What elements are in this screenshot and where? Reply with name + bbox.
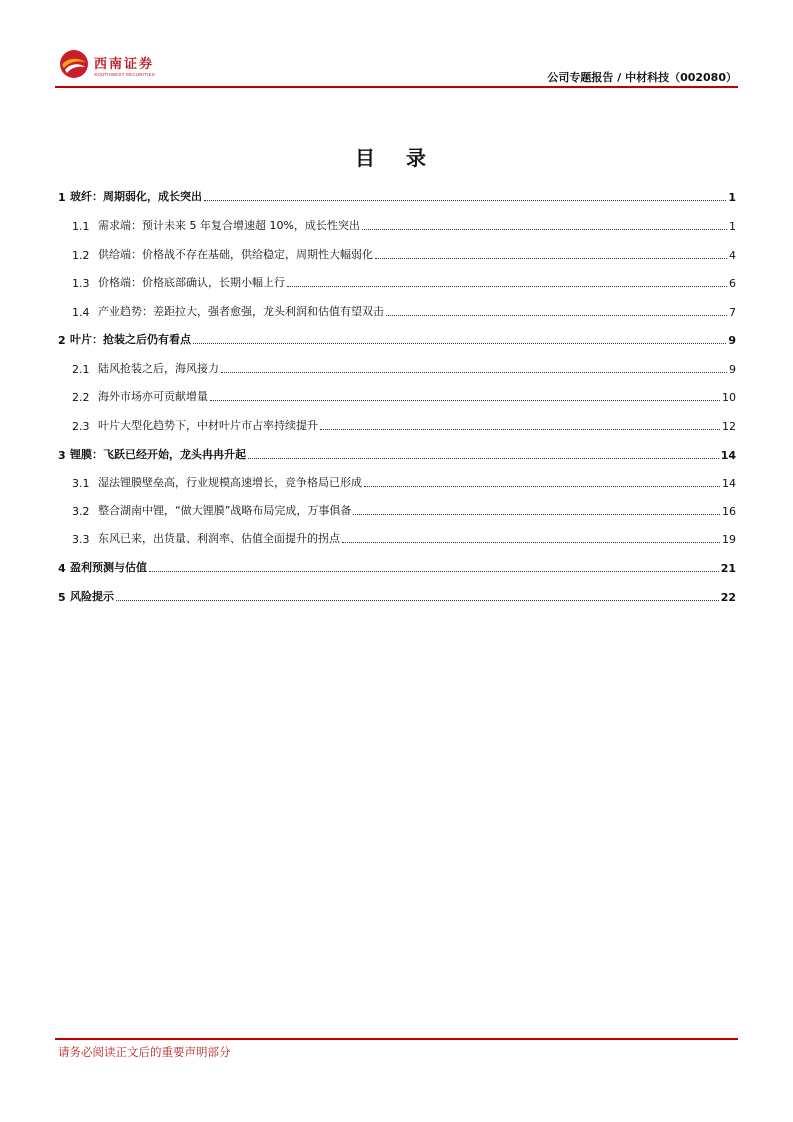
toc-entry-title: 玻纤：周期弱化，成长突出 [70, 190, 202, 203]
toc-leader-dots [248, 457, 719, 459]
toc-entry[interactable] [58, 329, 736, 347]
toc-entry-page: 14 [722, 477, 736, 490]
toc-entry[interactable] [58, 215, 736, 233]
toc-entry[interactable] [58, 186, 736, 204]
toc-entry-title: 湿法锂膜壁垒高，行业规模高速增长，竞争格局已形成 [98, 476, 362, 489]
toc-entry-number: 2 [58, 334, 66, 347]
toc-entry-page: 12 [722, 420, 736, 433]
toc-leader-dots [342, 541, 720, 543]
footer-divider [55, 1038, 738, 1040]
toc-leader-dots [210, 399, 720, 401]
toc-entry-page: 7 [729, 306, 736, 319]
toc-entry-title: 东风已来，出货量、利润率、估值全面提升的拐点 [98, 532, 340, 545]
toc-entry[interactable] [58, 301, 736, 319]
toc-entry-page: 6 [729, 277, 736, 290]
toc-entry-number: 2.2 [72, 391, 90, 404]
header-divider [55, 86, 738, 88]
toc-entry[interactable] [58, 415, 736, 433]
toc-entry[interactable] [58, 272, 736, 290]
toc-entry-title: 需求端：预计未来 5 年复合增速超 10%，成长性突出 [98, 219, 360, 232]
footer-notice: 请务必阅读正文后的重要声明部分 [58, 1045, 231, 1059]
toc-entry-title: 价格端：价格底部确认，长期小幅上行 [98, 276, 285, 289]
toc-entry-number: 2.1 [72, 363, 90, 376]
logo-english-name: SOUTHWEST SECURITIES [94, 72, 155, 77]
toc-leader-dots [287, 285, 727, 287]
toc-leader-dots [353, 513, 720, 515]
toc-entry[interactable] [58, 244, 736, 262]
toc-entry-title: 叶片：抢装之后仍有看点 [70, 333, 191, 346]
toc-leader-dots [116, 599, 719, 601]
toc-leader-dots [362, 228, 727, 230]
toc-entry[interactable] [58, 444, 736, 462]
toc-entry-number: 1.4 [72, 306, 90, 319]
toc-entry-page: 1 [728, 191, 736, 204]
toc-leader-dots [364, 485, 720, 487]
toc-entry-title: 陆风抢装之后，海风接力 [98, 362, 219, 375]
toc-entry-number: 1.2 [72, 249, 90, 262]
toc-leader-dots [193, 342, 726, 344]
toc-entry-number: 1.1 [72, 220, 90, 233]
toc-entry-number: 3.2 [72, 505, 90, 518]
toc-leader-dots [149, 570, 719, 572]
toc-entry-title: 海外市场亦可贡献增量 [98, 390, 208, 403]
toc-entry-title: 风险提示 [70, 590, 114, 603]
toc-title: 目 录 [355, 146, 438, 170]
toc-entry-number: 1 [58, 191, 66, 204]
toc-entry-number: 1.3 [72, 277, 90, 290]
toc-entry-number: 5 [58, 591, 66, 604]
toc-leader-dots [320, 428, 720, 430]
report-header-label: 公司专题报告 / 中材科技（002080） [547, 71, 737, 84]
toc-entry-page: 9 [728, 334, 736, 347]
toc-leader-dots [375, 257, 727, 259]
toc-entry-number: 3.3 [72, 533, 90, 546]
toc-entry[interactable] [58, 386, 736, 404]
toc-entry[interactable] [58, 500, 736, 518]
toc-entry-title: 盈利预测与估值 [70, 561, 147, 574]
company-logo [58, 48, 178, 84]
toc-entry-page: 22 [720, 591, 736, 604]
toc-entry[interactable] [58, 358, 736, 376]
toc-entry[interactable] [58, 472, 736, 490]
toc-entry-page: 14 [720, 449, 736, 462]
toc-entry-title: 整合湖南中锂，“做大锂膜”战略布局完成，万事俱备 [98, 504, 352, 517]
logo-chinese-name: 西南证券 [94, 57, 155, 72]
toc-entry-title: 产业趋势：差距拉大，强者愈强，龙头利润和估值有望双击 [98, 305, 384, 318]
toc-entry-number: 3.1 [72, 477, 90, 490]
toc-entry[interactable] [58, 528, 736, 546]
toc-entry-number: 3 [58, 449, 66, 462]
toc-entry-page: 10 [722, 391, 736, 404]
toc-entry-title: 供给端：价格战不存在基础，供给稳定，周期性大幅弱化 [98, 248, 373, 261]
toc-entry-title: 锂膜：飞跃已经开始，龙头冉冉升起 [70, 448, 246, 461]
toc-leader-dots [221, 371, 727, 373]
toc-entry-page: 19 [722, 533, 736, 546]
toc-entry-number: 2.3 [72, 420, 90, 433]
toc-leader-dots [204, 199, 726, 201]
toc-entry-page: 1 [729, 220, 736, 233]
toc-leader-dots [386, 314, 727, 316]
toc-entry-title: 叶片大型化趋势下，中材叶片市占率持续提升 [98, 419, 318, 432]
toc-entry[interactable] [58, 586, 736, 604]
toc-entry-number: 4 [58, 562, 66, 575]
toc-entry-page: 21 [720, 562, 736, 575]
toc-entry[interactable] [58, 557, 736, 575]
toc-entry-page: 4 [729, 249, 736, 262]
logo-emblem-icon [58, 48, 90, 80]
toc-entry-page: 9 [729, 363, 736, 376]
toc-entry-page: 16 [722, 505, 736, 518]
